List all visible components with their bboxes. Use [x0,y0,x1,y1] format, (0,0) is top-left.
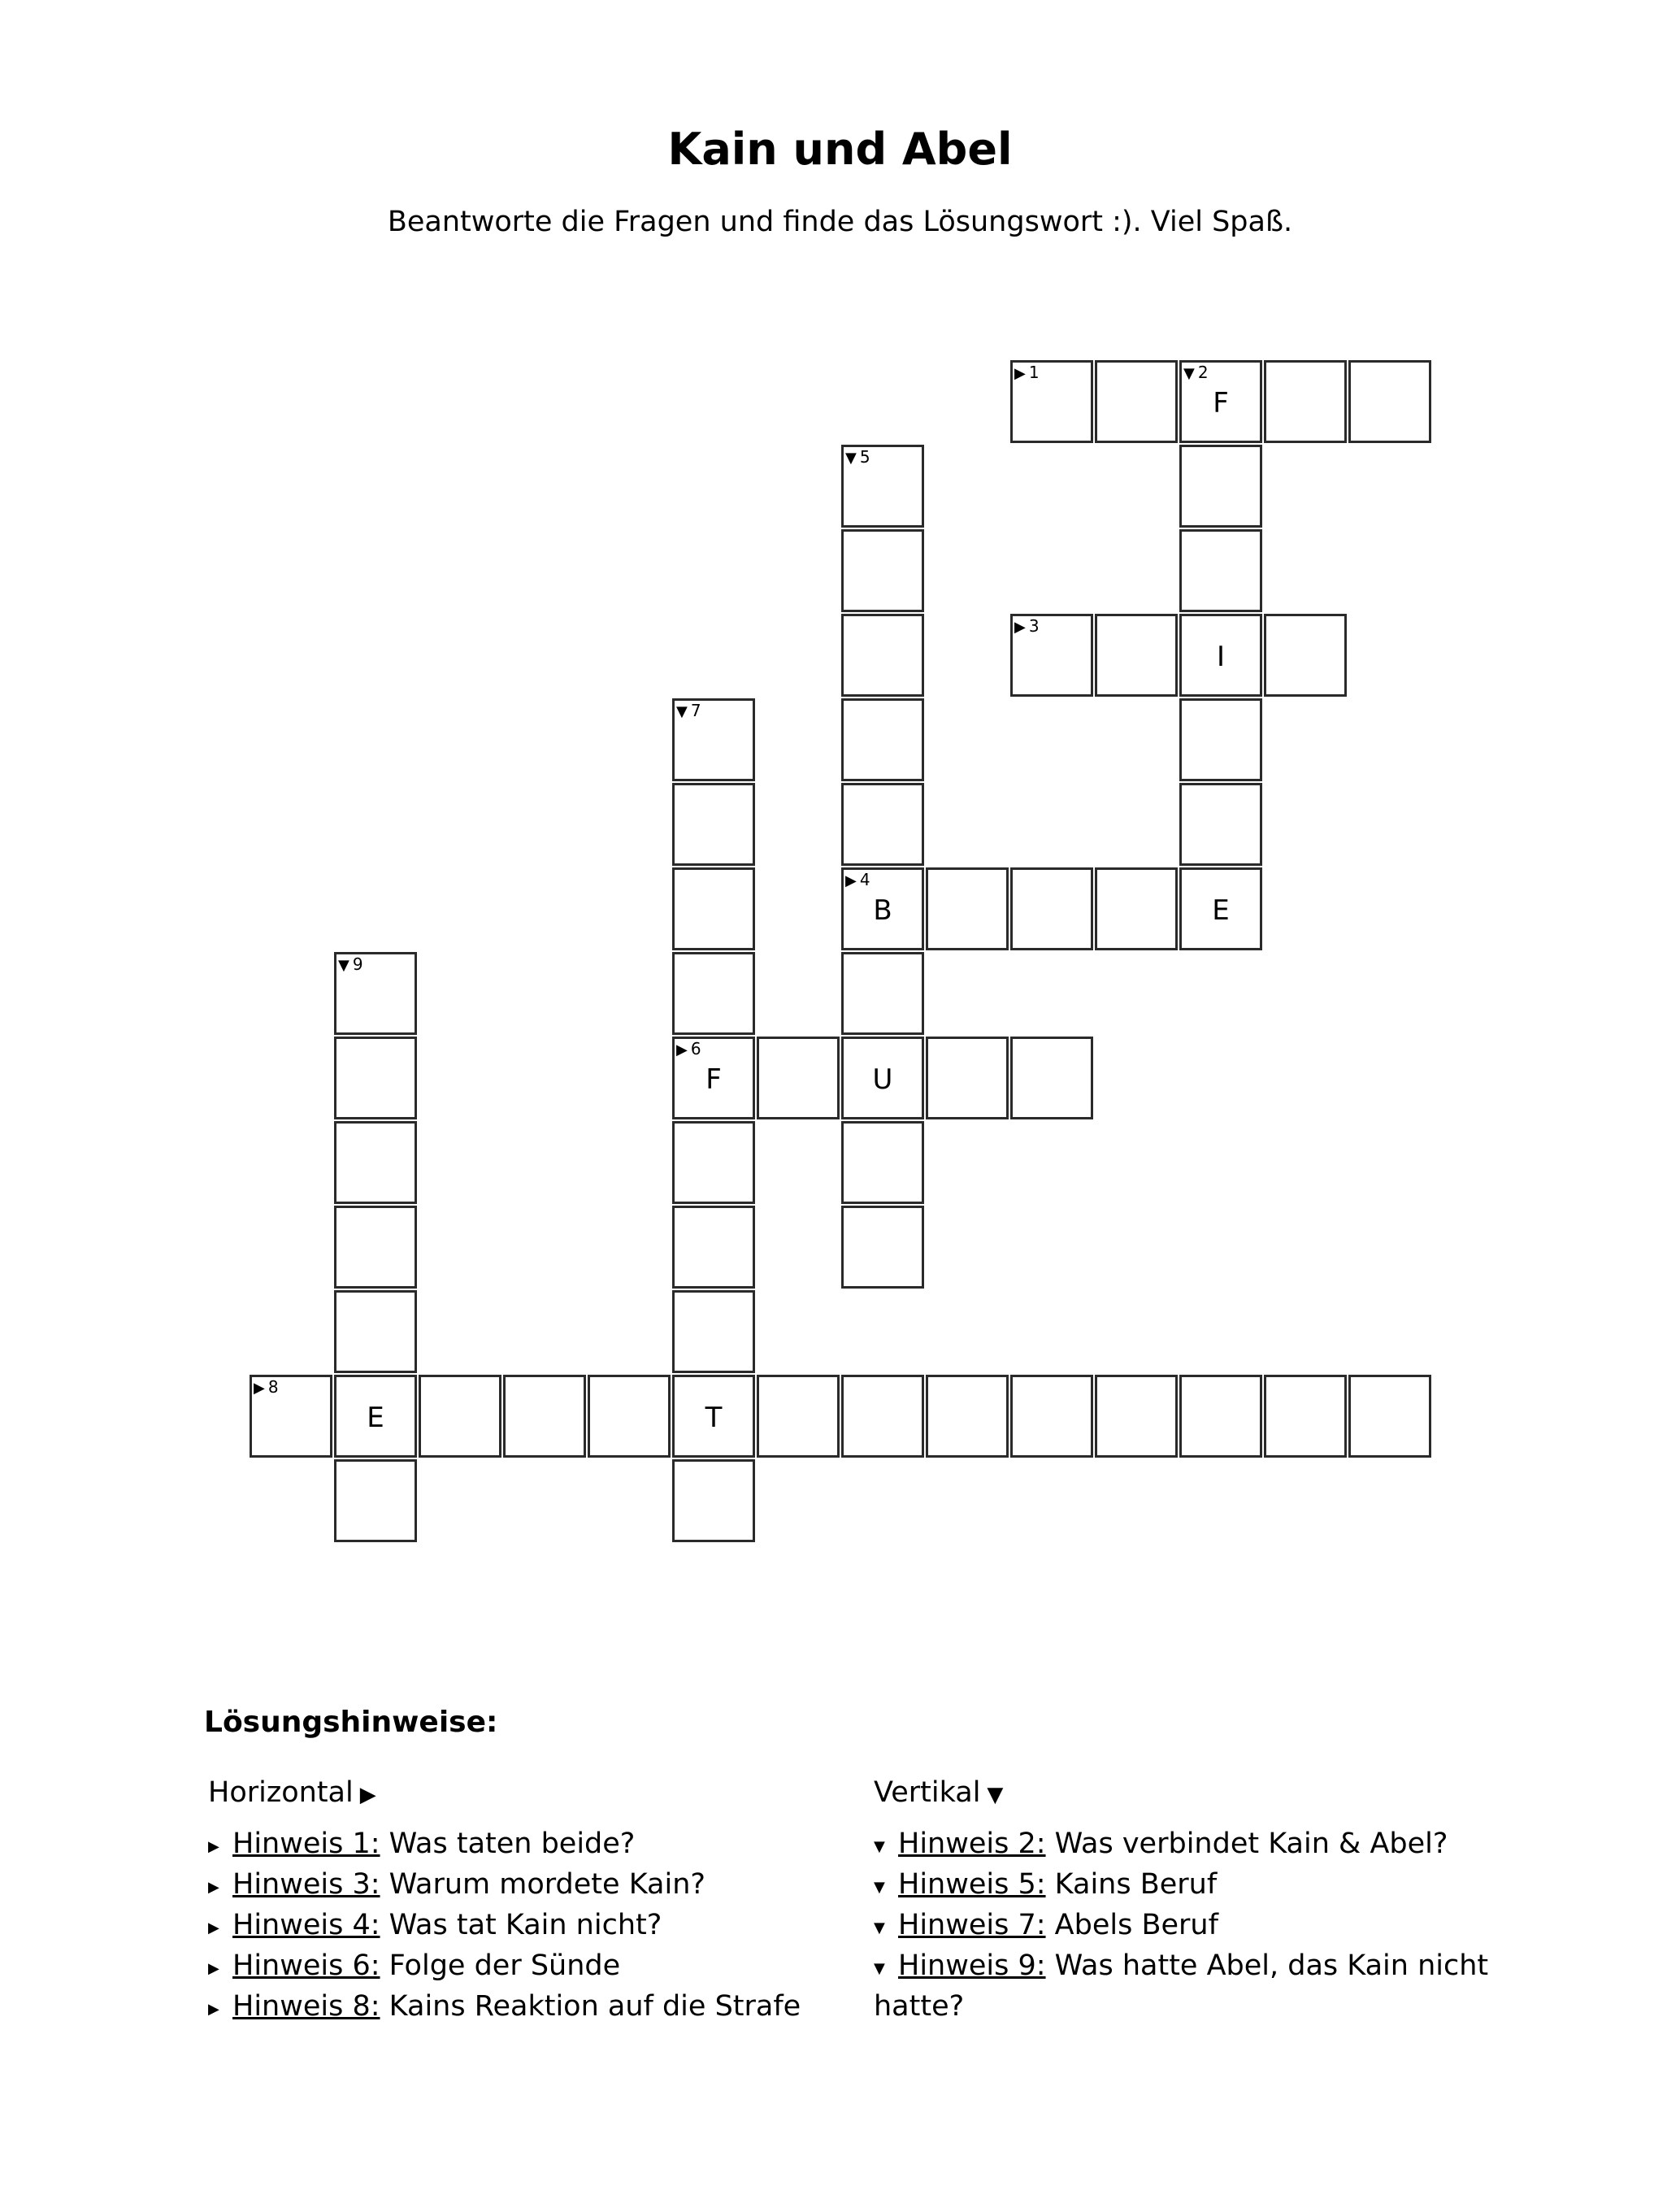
vertical-label: Vertikal [874,1776,981,1809]
crossword-cell[interactable] [1095,360,1178,443]
given-letter: E [367,1402,384,1434]
hint-ref: Hinweis 2: [898,1828,1046,1860]
crossword-cell[interactable] [841,1037,924,1119]
hint-text: Kains Reaktion auf die Strafe [389,1990,801,2023]
given-letter: B [873,894,892,927]
crossword-cell[interactable] [1348,1375,1431,1458]
crossword-cell[interactable] [841,867,924,950]
right-triangle-icon: ▶ [208,2001,219,2018]
crossword-cell[interactable] [926,867,1009,950]
crossword-cell[interactable] [334,952,417,1035]
clue-number-text: 3 [1028,616,1040,636]
crossword-cell[interactable] [1264,614,1347,697]
crossword-cell[interactable] [1179,360,1262,443]
right-triangle-icon: ▶ [208,1879,219,1896]
hint-ref: Hinweis 9: [898,1949,1046,1982]
hint-item [874,1906,1508,1947]
crossword-cell[interactable] [841,529,924,612]
crossword-cell[interactable] [841,783,924,866]
crossword-cell[interactable] [250,1375,332,1458]
hint-text: Kains Beruf [1054,1868,1218,1901]
horizontal-hints-header [208,1774,826,1814]
crossword-cell[interactable] [841,952,924,1035]
crossword-cell[interactable] [1179,698,1262,781]
crossword-cell[interactable] [672,1290,755,1373]
page-subtitle: Beantworte die Fragen und finde das Lösungswort :). Viel Spaß. [387,206,1293,238]
given-letter: F [1213,387,1229,419]
hint-text: Was taten beide? [389,1828,636,1860]
crossword-cell[interactable] [757,1375,840,1458]
crossword-cell[interactable] [1010,1375,1093,1458]
clue-number [1014,363,1040,383]
hint-item [208,1947,826,1988]
crossword-cell[interactable] [334,1206,417,1289]
vertical-hints [874,1774,1508,2025]
hint-text: Folge der Sünde [389,1949,621,1982]
clue-number-text: 8 [267,1377,279,1397]
down-arrow-icon: ▼ [338,957,349,974]
crossword-cell[interactable] [588,1375,671,1458]
down-arrow-icon: ▼ [676,703,688,720]
crossword-cell[interactable] [1264,1375,1347,1458]
crossword-cell[interactable] [672,783,755,866]
vertical-hints-header [874,1774,1508,1814]
given-letter: E [1212,894,1230,927]
crossword-cell[interactable] [926,1037,1009,1119]
crossword-cell[interactable] [1010,1037,1093,1119]
crossword-cell[interactable] [1179,614,1262,697]
crossword-cell[interactable] [1010,360,1093,443]
crossword-cell[interactable] [841,1375,924,1458]
crossword-cell[interactable] [1348,360,1431,443]
hint-ref: Hinweis 4: [232,1909,380,1941]
crossword-cell[interactable] [841,1206,924,1289]
clue-number-text: 1 [1028,363,1040,382]
clue-number [1014,617,1040,637]
crossword-cell[interactable] [334,1459,417,1542]
down-triangle-icon: ▼ [874,1960,885,1977]
crossword-cell[interactable] [1179,867,1262,950]
right-arrow-icon: ▶ [1014,365,1026,382]
right-arrow-icon: ▶ [1014,619,1026,636]
crossword-cell[interactable] [1179,1375,1262,1458]
crossword-cell[interactable] [672,867,755,950]
down-arrow-icon: ▼ [845,450,857,467]
hint-ref: Hinweis 8: [232,1990,380,2023]
hint-text: Warum mordete Kain? [389,1868,705,1901]
given-letter: T [705,1402,723,1434]
clue-number [338,955,363,975]
right-triangle-icon: ▶ [208,1960,219,1977]
crossword-cell[interactable] [841,614,924,697]
down-triangle-icon: ▼ [874,1838,885,1855]
hint-item [874,1947,1508,2025]
horizontal-label: Horizontal [208,1776,354,1809]
crossword-cell[interactable] [672,1037,755,1119]
hint-item [208,1906,826,1947]
hints-heading: Lösungshinweise: [204,1706,498,1739]
hint-item [208,1988,826,2028]
down-triangle-icon: ▼ [874,1919,885,1936]
clue-number-text: 5 [859,447,870,467]
hint-ref: Hinweis 3: [232,1868,380,1901]
crossword-cell[interactable] [334,1037,417,1119]
crossword-cell[interactable] [672,1206,755,1289]
crossword-cell[interactable] [757,1037,840,1119]
crossword-cell[interactable] [1010,867,1093,950]
page-title: Kain und Abel [667,124,1013,175]
hint-ref: Hinweis 1: [232,1828,380,1860]
hint-text: Was tat Kain nicht? [389,1909,662,1941]
hint-item [208,1825,826,1866]
crossword-cell[interactable] [334,1290,417,1373]
crossword-cell[interactable] [672,1375,755,1458]
right-arrow-icon: ▶ [359,1783,376,1807]
hint-ref: Hinweis 5: [898,1868,1046,1901]
clue-number-text: 9 [352,954,363,974]
hint-text: Was verbindet Kain & Abel? [1054,1828,1448,1860]
crossword-cell[interactable] [334,1375,417,1458]
crossword-cell[interactable] [1179,445,1262,528]
given-letter: U [872,1063,893,1096]
crossword-cell[interactable] [419,1375,501,1458]
crossword-cell[interactable] [1179,529,1262,612]
crossword-cell[interactable] [1010,614,1093,697]
clue-number [254,1378,279,1397]
crossword-cell[interactable] [1179,783,1262,866]
crossword-cell[interactable] [841,698,924,781]
hint-ref: Hinweis 7: [898,1909,1046,1941]
clue-number [676,1040,701,1059]
down-arrow-icon: ▼ [987,1783,1004,1807]
crossword-cell[interactable] [672,952,755,1035]
hint-text: Abels Beruf [1054,1909,1218,1941]
clue-number [845,448,870,467]
hint-item [874,1866,1508,1906]
clue-number [1183,363,1209,383]
horizontal-hints [208,1774,826,2028]
given-letter: I [1216,641,1226,673]
crossword-cell[interactable] [334,1121,417,1204]
right-arrow-icon: ▶ [676,1041,688,1058]
crossword-cell[interactable] [1095,614,1178,697]
right-arrow-icon: ▶ [845,872,857,889]
right-triangle-icon: ▶ [208,1919,219,1936]
down-arrow-icon: ▼ [1183,365,1195,382]
crossword-cell[interactable] [1095,1375,1178,1458]
crossword-cell[interactable] [1264,360,1347,443]
crossword-cell[interactable] [841,1121,924,1204]
clue-number-text: 2 [1197,363,1209,382]
clue-number [676,702,701,721]
right-triangle-icon: ▶ [208,1838,219,1855]
crossword-cell[interactable] [841,445,924,528]
hint-ref: Hinweis 6: [232,1949,380,1982]
hint-text: Was hatte Abel, das Kain nicht hatte? [874,1949,1489,2023]
right-arrow-icon: ▶ [254,1380,265,1397]
clue-number-text: 7 [690,701,701,720]
hint-item [874,1825,1508,1866]
crossword-cell[interactable] [672,1121,755,1204]
crossword-cell[interactable] [503,1375,586,1458]
crossword-cell[interactable] [926,1375,1009,1458]
hint-item [208,1866,826,1906]
crossword-cell[interactable] [672,698,755,781]
clue-number-text: 4 [859,870,870,889]
given-letter: F [705,1063,722,1096]
crossword-cell[interactable] [1095,867,1178,950]
clue-number [845,871,870,890]
down-triangle-icon: ▼ [874,1879,885,1896]
crossword-cell[interactable] [672,1459,755,1542]
clue-number-text: 6 [690,1039,701,1058]
